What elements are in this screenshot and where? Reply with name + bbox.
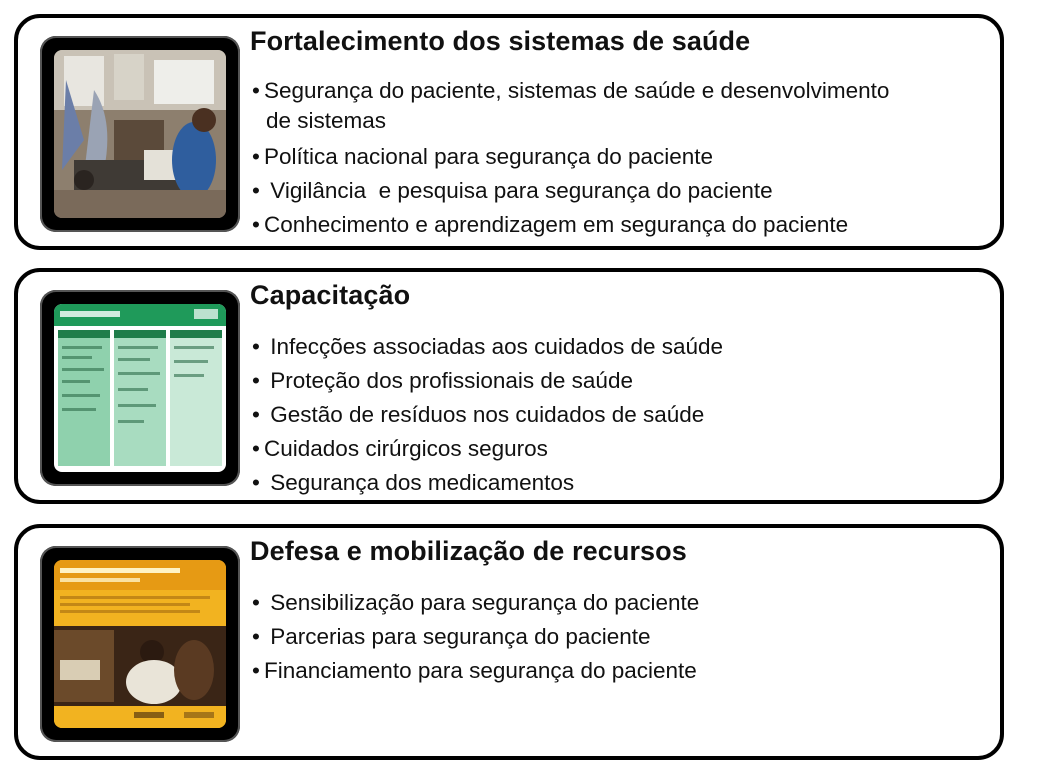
- list-item: • Sensibilização para segurança do paciente: [252, 590, 700, 615]
- list-item: • Segurança dos medicamentos: [252, 470, 575, 495]
- thumbnail-frame: [40, 546, 240, 742]
- list-item: • Infecções associadas aos cuidados de saúde: [252, 334, 724, 359]
- panel-title: Capacitação: [250, 280, 411, 310]
- partnership-poster-image: [54, 560, 226, 728]
- hospital-ward-image: [54, 50, 226, 218]
- list-item: • Financiamento para segurança do paciente: [252, 658, 697, 683]
- panel-capacity-building: [14, 268, 1004, 504]
- list-item: • Política nacional para segurança do paciente: [252, 144, 714, 169]
- panel-advocacy-resources: [14, 524, 1004, 760]
- thumbnail-frame: [40, 290, 240, 486]
- list-item: • Gestão de resíduos nos cuidados de saúde: [252, 402, 705, 427]
- bullet-list: [252, 586, 699, 688]
- list-item: • Cuidados cirúrgicos seguros: [252, 436, 548, 461]
- panel-title: Fortalecimento dos sistemas de saúde: [250, 26, 751, 56]
- list-item: • Segurança do paciente, sistemas de saúde e desenvolvimento de sistemas: [252, 78, 890, 133]
- list-item: • Conhecimento e aprendizagem em segurança do paciente: [252, 212, 849, 237]
- list-item: • Vigilância e pesquisa para segurança do paciente: [252, 178, 773, 203]
- bullet-list: [252, 330, 723, 500]
- list-item: • Parcerias para segurança do paciente: [252, 624, 651, 649]
- list-item: • Proteção dos profissionais de saúde: [252, 368, 633, 393]
- thumbnail-frame: [40, 36, 240, 232]
- bullet-list: [252, 76, 982, 242]
- panel-health-systems: [14, 14, 1004, 250]
- surgical-checklist-image: [54, 304, 226, 472]
- panel-title: Defesa e mobilização de recursos: [250, 536, 687, 566]
